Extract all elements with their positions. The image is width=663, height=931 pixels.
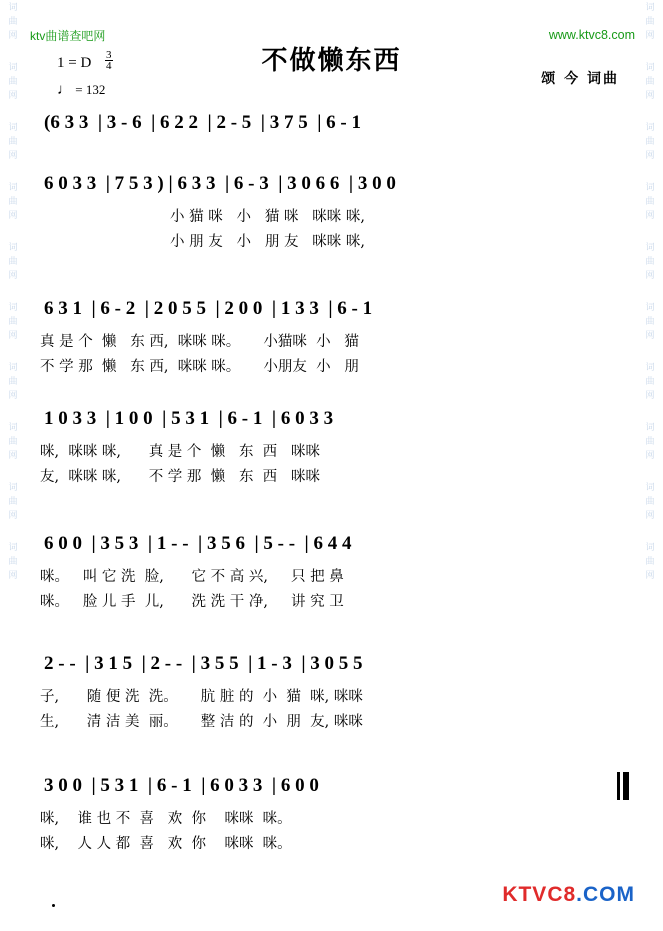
system-3 xyxy=(0,298,663,376)
time-signature xyxy=(105,50,113,71)
tempo-marking xyxy=(57,82,105,99)
system-3-lyric-verse1: 真 是 个 懒 东 西, 咪咪 咪。 小猫咪 小 猫 xyxy=(40,334,359,350)
system-2-lyric-verse2: 小 朋 友 小 朋 友 咪咪 咪, xyxy=(170,234,366,250)
song-title: 不做懒东西 xyxy=(261,46,402,76)
time-signature-denominator: 4 xyxy=(106,60,112,72)
system-6-notes: 2 - - | 3 1 5 | 2 - - | 3 5 5 | 1 - 3 | 3 0 5 5 xyxy=(44,653,363,674)
watermark-right: 词 曲 网 词 曲 网 词 曲 网 词 曲 网 词 曲 网 词 曲 网 词 曲 网 词 曲 网 词 曲 网 词 曲 网 xyxy=(645,2,655,580)
ktvc8-logo xyxy=(502,883,635,907)
ktvc8-logo-domain: .COM xyxy=(576,883,635,906)
system-5-lyric-verse2: 咪。 脸 儿 手 儿, 洗 洗 干 净, 讲 究 卫 xyxy=(40,594,344,610)
system-2-lyric-verse1: 小 猫 咪 小 猫 咪 咪咪 咪, xyxy=(170,209,366,225)
final-barline-thick xyxy=(623,772,629,800)
site-name-left: ktv曲谱查吧网 xyxy=(30,29,106,43)
system-7-notes: 3 0 0 | 5 3 1 | 6 - 1 | 6 0 3 3 | 6 0 0 xyxy=(44,775,319,796)
watermark-left: 词 曲 网 词 曲 网 词 曲 网 词 曲 网 词 曲 网 词 曲 网 词 曲 网 词 曲 网 词 曲 网 词 曲 网 xyxy=(8,2,18,580)
time-signature-numerator: 3 xyxy=(106,49,112,61)
system-4-notes: 1 0 3 3 | 1 0 0 | 5 3 1 | 6 - 1 | 6 0 3 3 xyxy=(44,408,334,429)
key-signature xyxy=(57,50,113,72)
system-6-lyric-verse1: 子, 随 便 洗 洗。 肮 脏 的 小 猫 咪, 咪咪 xyxy=(40,689,363,705)
system-3-lyric-verse2: 不 学 那 懒 东 西, 咪咪 咪。 小朋友 小 朋 xyxy=(40,359,359,375)
system-6-lyric-verse2: 生, 清 洁 美 丽。 整 洁 的 小 朋 友, 咪咪 xyxy=(40,714,363,730)
system-2-notes: 6 0 3 3 | 7 5 3 ) | 6 3 3 | 6 - 3 | 3 0 6 6 | 3 0 0 xyxy=(44,173,396,194)
system-1 xyxy=(0,112,663,134)
site-url-right: www.ktvc8.com xyxy=(548,28,635,42)
ktvc8-logo-text: KTVC8 xyxy=(502,883,577,906)
system-5 xyxy=(0,533,663,611)
system-5-lyric-verse1: 咪。 叫 它 洗 脸, 它 不 高 兴, 只 把 鼻 xyxy=(40,569,344,585)
tempo-value: = 132 xyxy=(75,82,106,97)
page-dot-mark xyxy=(52,904,55,907)
system-2 xyxy=(0,173,663,251)
system-4 xyxy=(0,408,663,486)
system-6 xyxy=(0,653,663,731)
key-label: 1 = D xyxy=(57,55,92,71)
composer-credit: 颂 今 词曲 xyxy=(541,71,619,87)
system-5-notes: 6 0 0 | 3 5 3 | 1 - - | 3 5 6 | 5 - - | 6 4 4 xyxy=(44,533,352,554)
system-4-lyric-verse2: 友, 咪咪 咪, 不 学 那 懒 东 西 咪咪 xyxy=(40,469,321,485)
system-7 xyxy=(0,775,663,853)
system-7-lyric-verse2: 咪, 人 人 都 喜 欢 你 咪咪 咪。 xyxy=(40,836,292,852)
system-7-lyric-verse1: 咪, 谁 也 不 喜 欢 你 咪咪 咪。 xyxy=(40,811,292,827)
system-4-lyric-verse1: 咪, 咪咪 咪, 真 是 个 懒 东 西 咪咪 xyxy=(40,444,321,460)
final-barline xyxy=(617,772,620,800)
system-3-notes: 6 3 1 | 6 - 2 | 2 0 5 5 | 2 0 0 | 1 3 3 | 6 - 1 xyxy=(44,298,373,319)
system-1-notes: (6 3 3 | 3 - 6 | 6 2 2 | 2 - 5 | 3 7 5 | 6 - 1 xyxy=(44,112,361,133)
quarter-note-icon: ♩ xyxy=(57,82,72,98)
